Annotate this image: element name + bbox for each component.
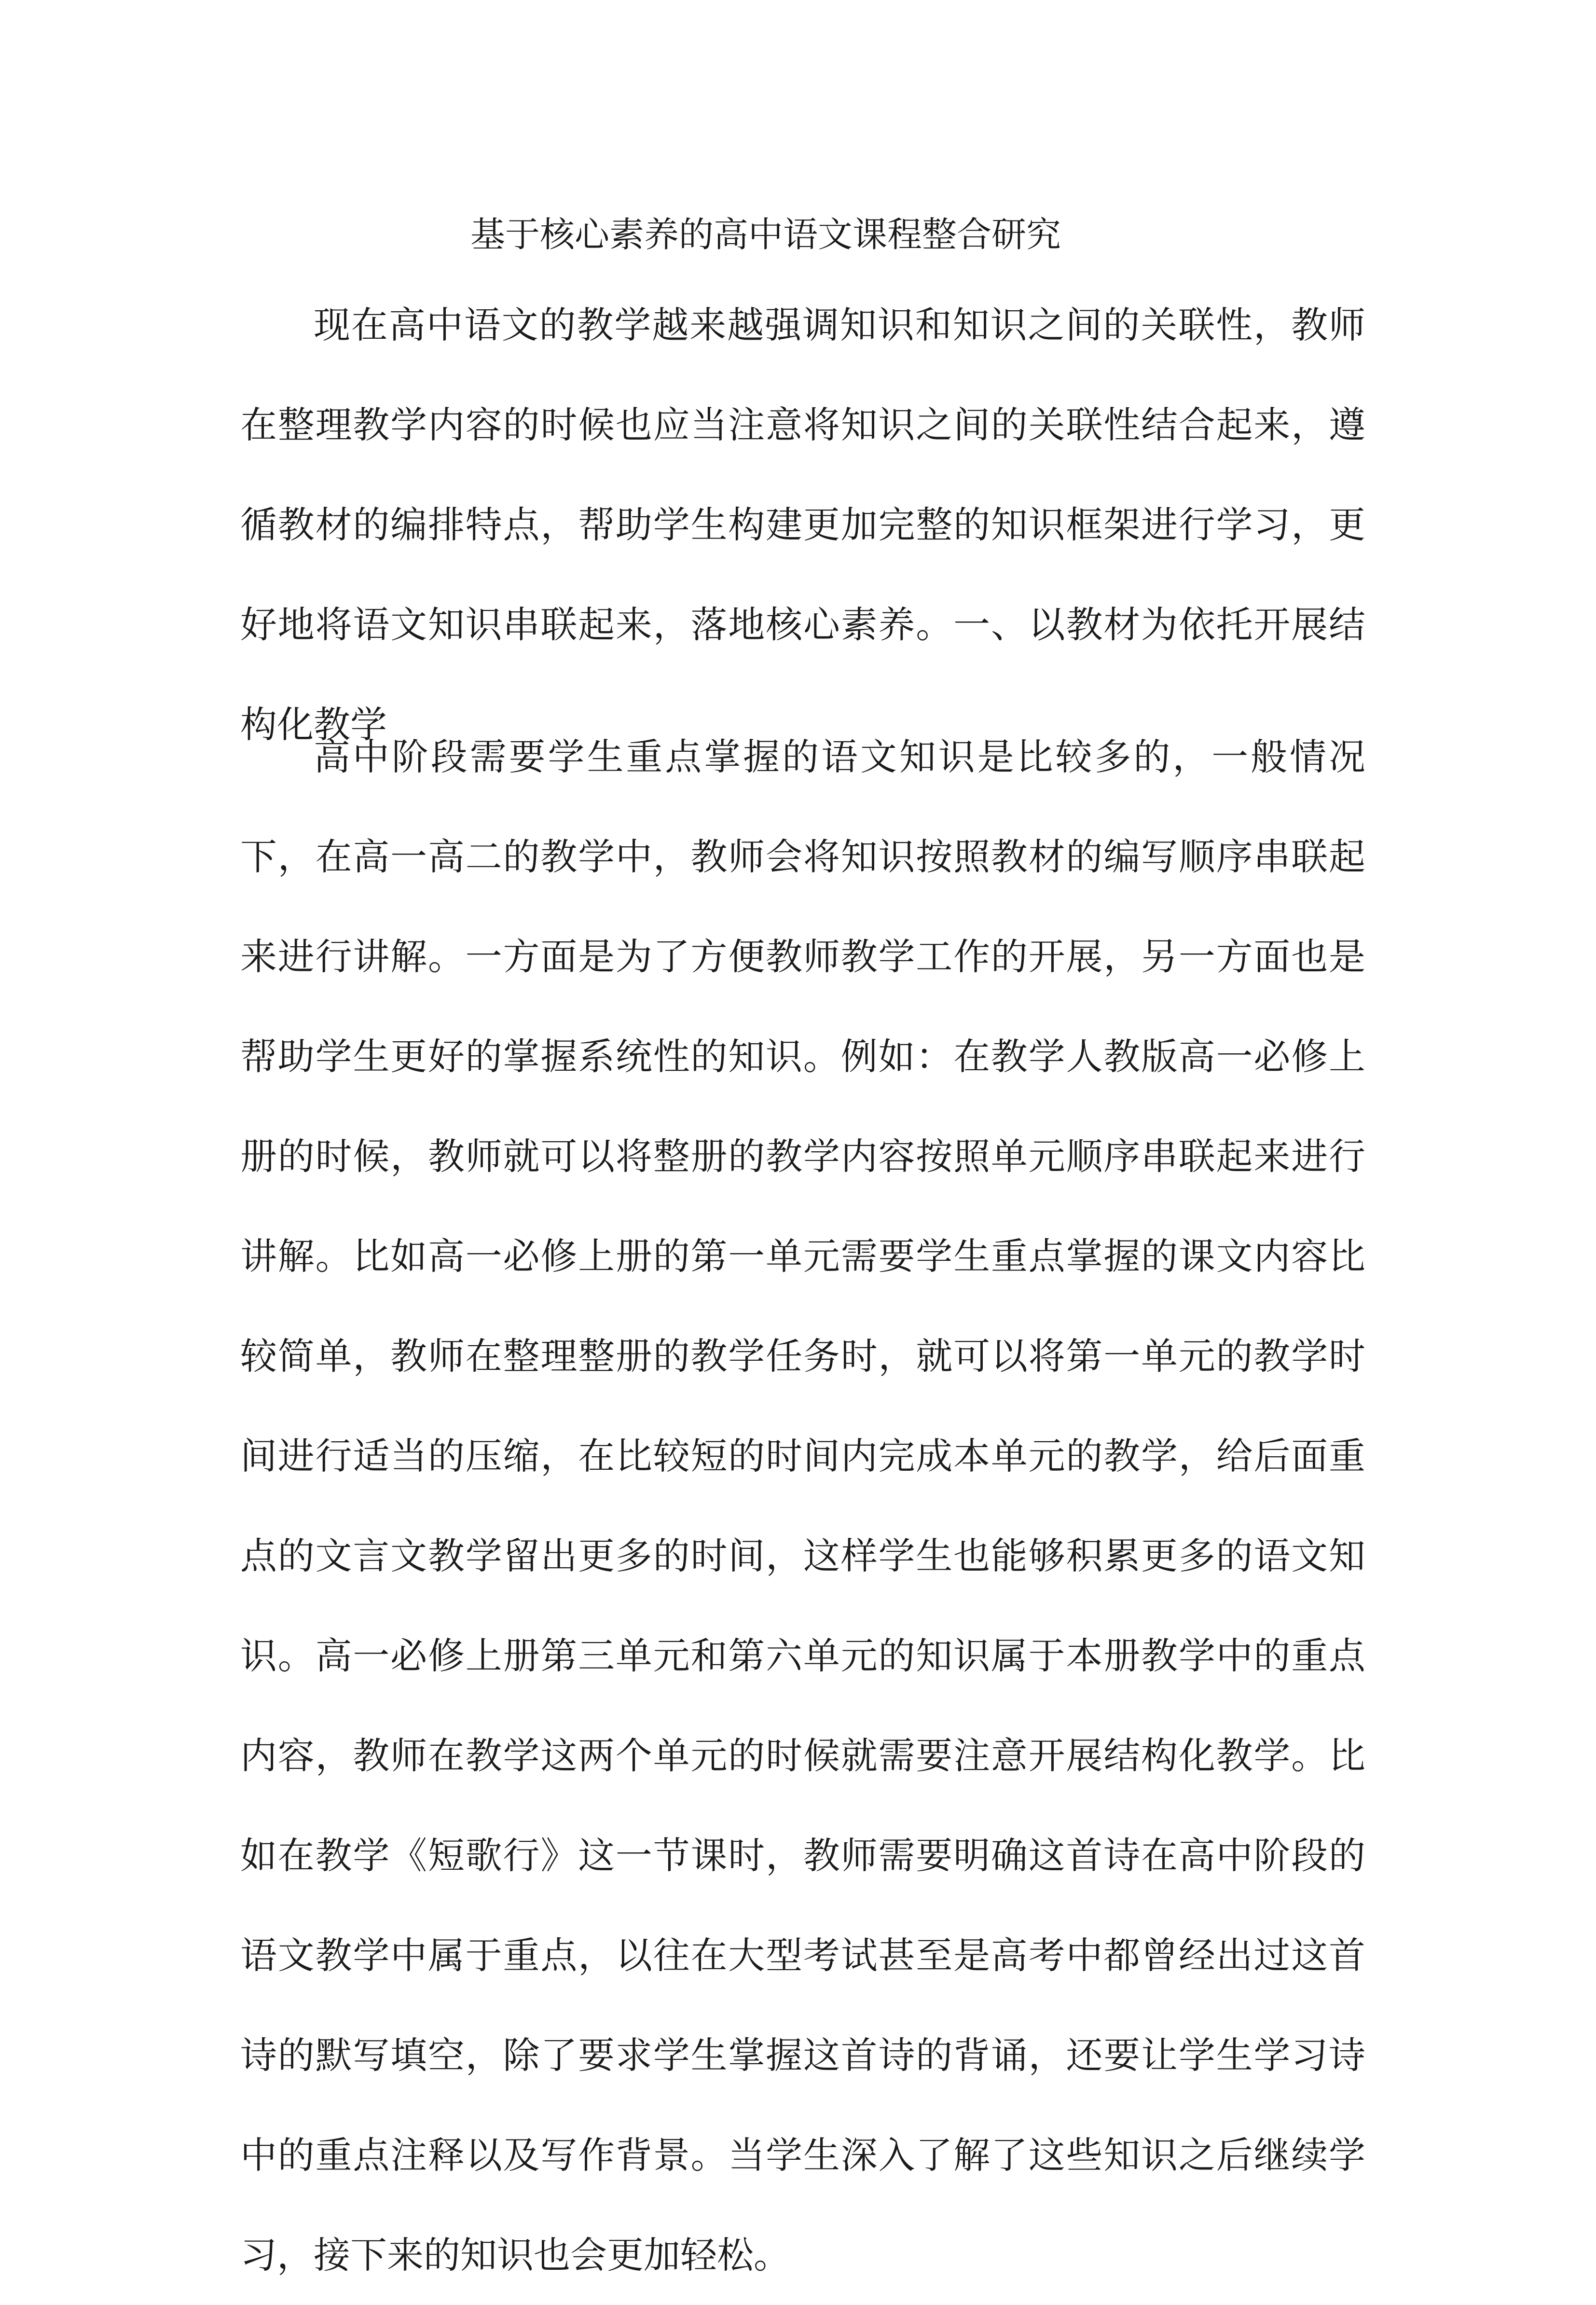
paragraph-2: 高中阶段需要学生重点掌握的语文知识是比较多的，一般情况下，在高一高二的教学中，教师会将知识按照教材的编写顺序串联起来进行讲解。一方面是为了方便教师教学工作的开展，另一方面也是帮助学生更好的掌握系统性的知识。例如：在教学人教版高一必修上册的时候，教师就可以将整册的教学内容按照单元顺序串联起来进行讲解。比如高一必修上册的第一单元需要学生重点掌握的课文内容比较简单，教师在整理整册的教学任务时，就可以将第一单元的教学时间进行适当的压缩，在比较短的时间内完成本单元的教学，给后面重点的文言文教学留出更多的时间，这样学生也能够积累更多的语文知识。高一必修上册第三单元和第六单元的知识属于本册教学中的重点内容，教师在教学这两个单元的时候就需要注意开展结构化教学。比如在教学《短歌行》这一节课时，教师需要明确这首诗在高中阶段的语文教学中属于重点，以往在大型考试甚至是高考中都曾经出过这首诗的默写填空，除了要求学生掌握这首诗的背诵，还要让学生学习诗中的重点注释以及写作背景。当学生深入了解了这些知识之后继续学习，接下来的知识也会更加轻松。 [240, 735, 1365, 2277]
document-title: 基于核心素养的高中语文课程整合研究 [470, 214, 1061, 255]
paragraph-1: 现在高中语文的教学越来越强调知识和知识之间的关联性，教师在整理教学内容的时候也应当注意将知识之间的关联性结合起来，遵循教材的编排特点，帮助学生构建更加完整的知识框架进行学习，更好地将语文知识串联起来，落地核心素养。一、以教材为依托开展结构化教学 [240, 304, 1365, 746]
